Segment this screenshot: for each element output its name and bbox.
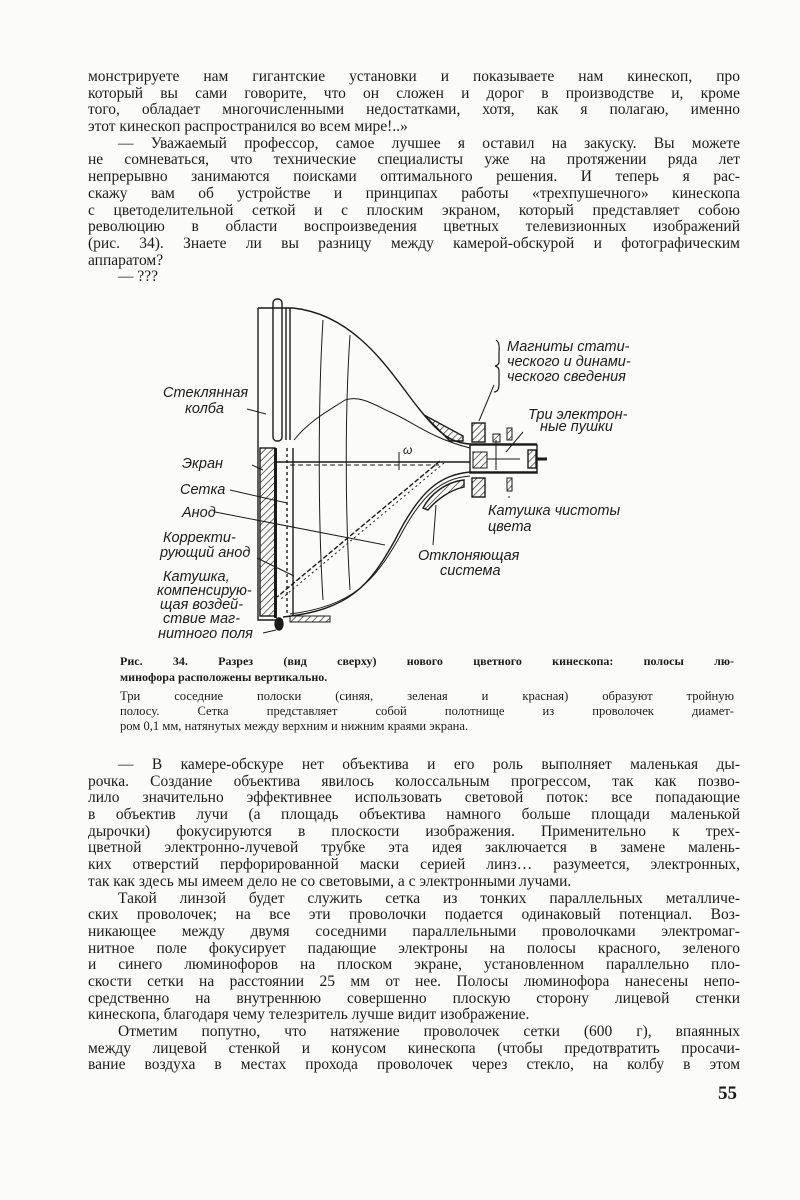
electron-guns <box>473 452 487 468</box>
caption-title <box>120 654 734 685</box>
purity-coil-upper <box>507 428 512 440</box>
text-line: с цветоделительной сеткой и с плоским экраном, который представляет собою <box>88 201 740 219</box>
bulb-lower-wall <box>283 472 537 617</box>
label-convergence-magnets: Магниты стати- <box>507 339 630 355</box>
text-line: (рис. 34). Знаете ли вы разницу между камерой-обскурой и фотографическим <box>88 234 740 252</box>
compensating-coil <box>275 618 283 630</box>
text-line: Такой линзой будет служить сетка из тонких параллельных металличе- <box>118 889 740 907</box>
text-line: непрерывно занимаются поисками оптимального решения. И теперь я рас- <box>88 168 740 186</box>
label-anode: Анод <box>182 505 216 521</box>
label-screen: Экран <box>182 456 224 472</box>
label-electron-guns: ные пушки <box>540 419 613 435</box>
label-correcting-anode: рующий анод <box>160 545 251 561</box>
text-line: который вы сами говорите, что он сложен и дорог в производстве и, кроме <box>88 84 740 102</box>
text-line: — Уважаемый профессор, самое лучшее я оставил на закуску. Вы можете <box>118 134 740 152</box>
text-line: — ??? <box>118 268 159 286</box>
label-compensating-coil: щая воздей- <box>160 597 244 613</box>
label-omega: ω <box>403 443 413 457</box>
text-line: вание воздуха в местах прохода проволочек через стекло, на колбу в этом <box>88 1056 740 1074</box>
figure-labels <box>157 339 631 642</box>
label-convergence-magnets: ческого сведения <box>507 369 626 385</box>
text-line: цветной электронно-лучевой трубке эта идея заключается в замене малень- <box>88 839 740 857</box>
text-line: — В камере-обскуре нет объектива и его роль выполняет маленькая ды- <box>118 756 740 773</box>
text-line: революцию в области воспроизведения цветных телевизионных изображений <box>88 218 740 236</box>
text-line: скажу вам об устройстве и принципах работы «трехпушечного» кинескопа <box>88 184 740 202</box>
screen-panel <box>260 448 275 616</box>
brace <box>494 340 499 392</box>
label-deflection-system: Отклоняющая <box>418 548 520 564</box>
deflection-yoke-upper <box>424 415 463 441</box>
text-line: Три соседние полоски (синяя, зеленая и красная) образуют тройную <box>120 689 734 703</box>
label-purity-coil: Катушка чистоты <box>488 503 621 519</box>
body-text-bottom <box>88 757 740 1074</box>
label-grid: Сетка <box>180 482 226 498</box>
label-correcting-anode: Корректи- <box>163 530 236 546</box>
text-line: Рис. 34. Разрез (вид сверху) нового цветного кинескопа: полосы лю- <box>120 654 734 668</box>
bulb-upper-wall <box>293 308 537 444</box>
text-line: скости сетки на расстоянии 25 мм от нее. Полосы люминофора нанесены непо- <box>88 972 740 990</box>
text-line: монстрируете нам гигантские установки и показываете нам кинескоп, про <box>88 68 740 85</box>
text-line: того, обладает многочисленными недостатками, хотя, как я полагаю, именно <box>88 101 740 119</box>
convergence-magnet-lower <box>472 478 485 497</box>
text-line: и синего люминофоров на плоском экране, установленном параллельно пло- <box>88 956 740 974</box>
text-line: ром 0,1 мм, натянутых между верхним и нижним краями экрана. <box>120 719 469 733</box>
tube-drawing <box>215 299 547 633</box>
text-line: никающее между двумя соседними параллельными проволочками электромаг- <box>88 922 740 940</box>
label-compensating-coil: Катушка, <box>163 569 230 585</box>
text-line: этот кинескоп распространился во всем мире!..» <box>88 118 408 136</box>
text-line: не сомневаться, что технические специалисты уже на протяжении ряда лет <box>88 151 740 169</box>
label-compensating-coil: нитного поля <box>158 626 253 642</box>
text-line: кинескопа, благодаря чему телезритель лучше видит изображение. <box>88 1006 530 1024</box>
text-line: ких отверстий перфорированной маски серией линз… разумеется, электронных, <box>88 856 740 874</box>
figure-caption <box>120 654 734 734</box>
text-line: дырочки) фокусируются в плоскости изображения. Применительно к трех- <box>88 822 740 840</box>
text-line: рочка. Создание объектива явилось колоссальным прогрессом, так как позво- <box>88 772 740 790</box>
text-line: лило значительно эффективнее использовать световой поток: все попадающие <box>88 789 740 807</box>
page-number: 55 <box>718 1083 737 1104</box>
text-line: минофора расположены вертикально. <box>120 669 328 684</box>
caption-body <box>120 689 734 734</box>
label-compensating-coil: компенсирую- <box>157 583 252 599</box>
convergence-magnet-upper <box>472 423 485 442</box>
text-line: в объектив лучи (а площадь объектива намного больше площади маленькой <box>88 806 740 824</box>
label-deflection-system: система <box>440 563 501 579</box>
label-compensating-coil: ствие маг- <box>163 611 241 627</box>
label-glass-bulb: колба <box>185 401 224 417</box>
label-convergence-magnets: ческого и динами- <box>507 354 631 370</box>
label-purity-coil: цвета <box>488 519 532 535</box>
text-line: так как здесь мы имеем дело не со световыми, а с электронными лучами. <box>88 872 572 890</box>
purity-coil-lower <box>507 478 512 491</box>
label-electron-guns: Три электрон- <box>528 407 628 423</box>
text-line: между лицевой стенкой и конусом кинескопа (чтобы предотвратить просачи- <box>88 1039 740 1057</box>
label-glass-bulb: Стеклянная <box>163 385 249 401</box>
text-line: нитное поле фокусирует падающие электроны на полосы красного, зеленого <box>88 939 740 957</box>
text-line: полосу. Сетка представляет собой полотнище из проволочек диамет- <box>120 704 734 718</box>
text-line: аппаратом? <box>88 251 164 269</box>
text-line: Отметим попутно, что натяжение проволочек сетки (600 г), впаянных <box>118 1023 740 1040</box>
text-line: ских проволочек; на все эти проволочки подается одинаковый потенциал. Воз- <box>88 906 740 924</box>
text-line: средственно на внутреннюю совершенно плоскую сторону лицевой стенки <box>88 989 740 1007</box>
glass-bulb-rod <box>273 299 282 441</box>
